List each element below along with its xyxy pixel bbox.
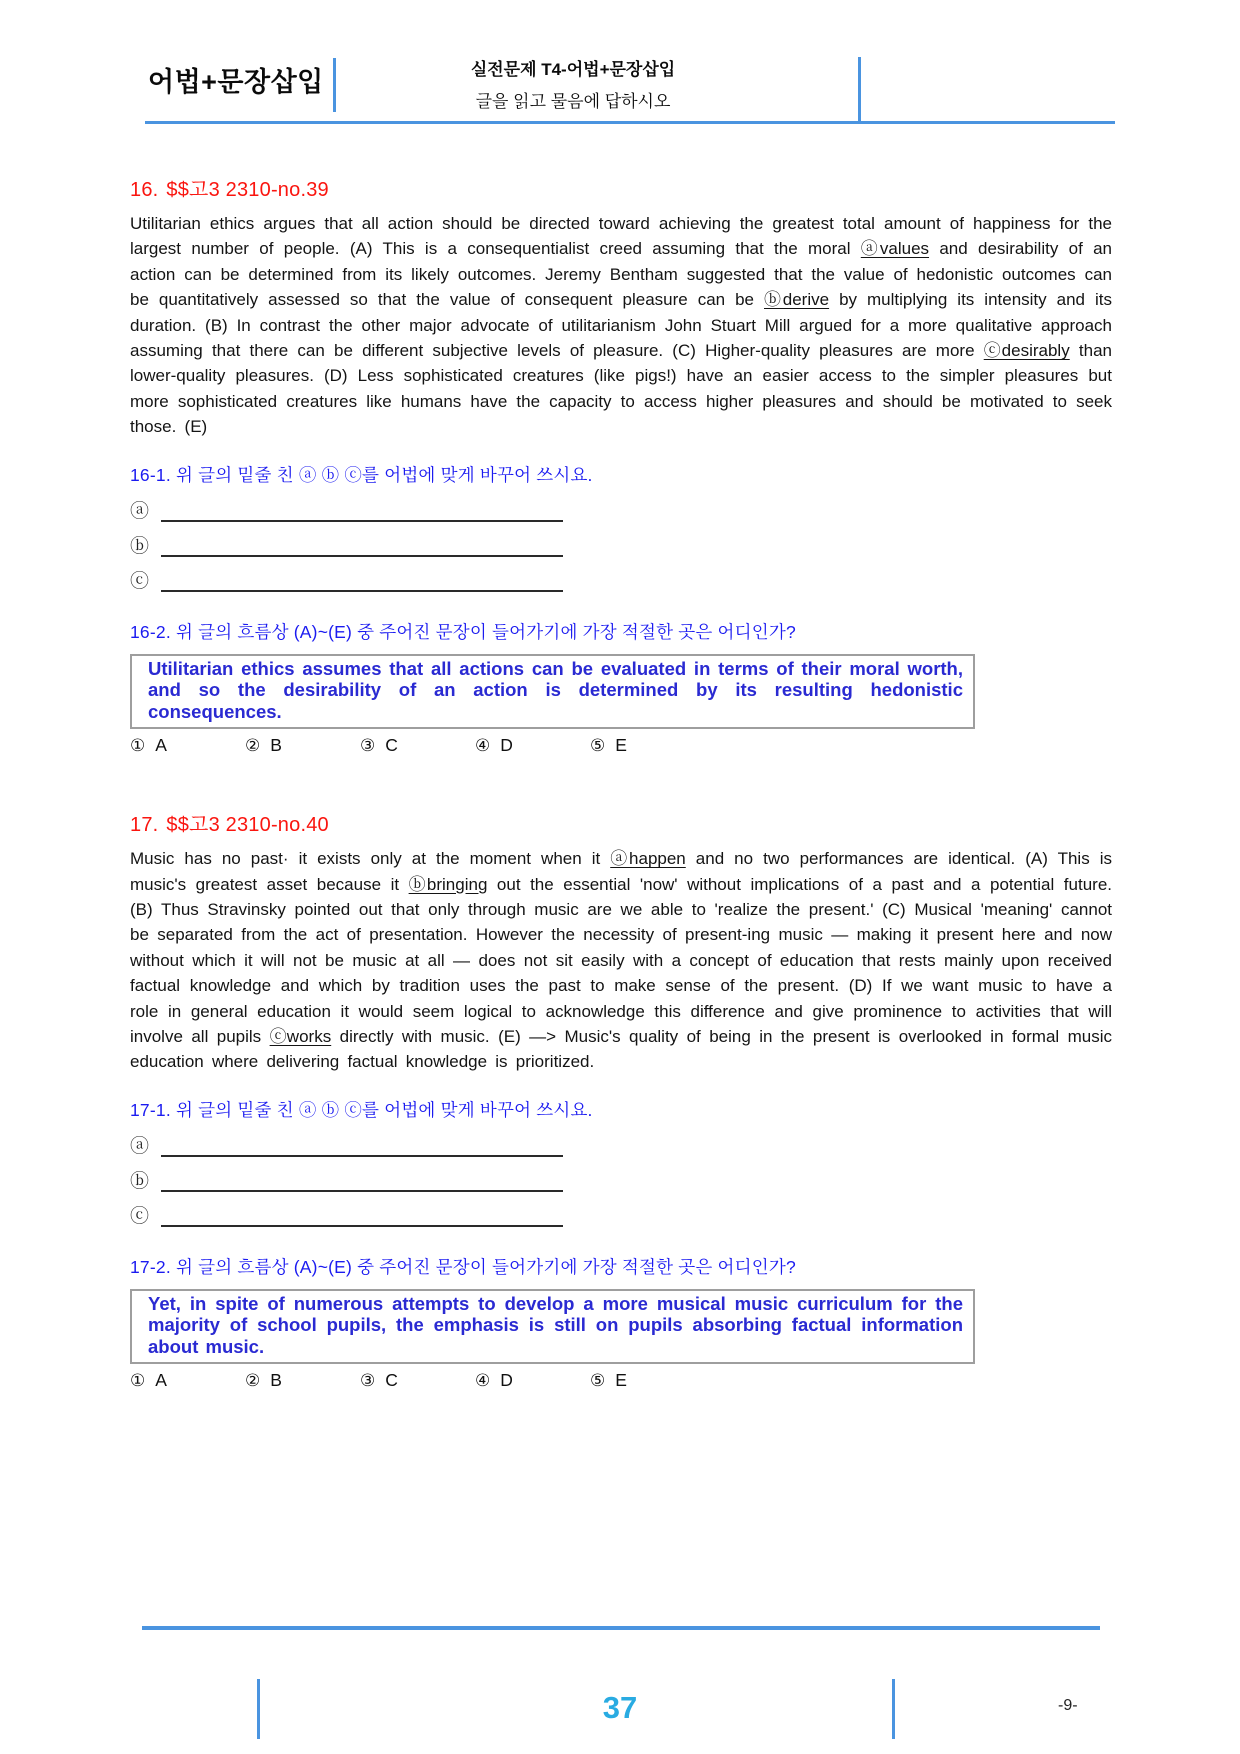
option-1-number: ① bbox=[130, 736, 146, 756]
page-title: 어법+문장삽입 bbox=[148, 67, 324, 97]
option-4-number: ④ bbox=[475, 736, 491, 756]
option-5-number: ⑤ bbox=[590, 1371, 606, 1391]
question-17-number: 17. bbox=[130, 814, 159, 837]
worksheet-body bbox=[130, 173, 1112, 1394]
question-16-passage bbox=[130, 211, 1112, 440]
question-16-2-sentence-box: Utilitarian ethics assumes that all actions can be evaluated in terms of their moral worth, and so the desirability of an action is determined by its resulting hedonistic consequences. bbox=[130, 654, 975, 730]
underlined-term: ⓐhappen bbox=[610, 849, 686, 869]
option-2[interactable] bbox=[245, 735, 360, 756]
header-rule bbox=[145, 121, 1115, 124]
header-subtitle-line1: 실전문제 T4-어법+문장삽입 bbox=[470, 60, 676, 79]
blank-marker-b: ⓑ bbox=[130, 1170, 150, 1192]
header-subtitle-line2: 글을 읽고 물음에 답하시오 bbox=[475, 92, 671, 111]
option-5-number: ⑤ bbox=[590, 736, 606, 756]
question-17-passage bbox=[130, 846, 1112, 1075]
passage-text: Music has no past· it exists only at the moment when it bbox=[130, 849, 611, 869]
option-2[interactable] bbox=[245, 1370, 360, 1391]
passage-text: out the essential 'now' without implications of a past and a potential future. (B) Thus Stravinsky pointed out that only through music are we able to 'realize the present.' (C) Musical 'meaning' cannot be separated from the act of presentation. However the necessity of present-ing music — making it present here and now without which it will not be music at all — does not sit easily with a concept of education that rests mainly upon received factual knowledge and which by tradition uses the past to make sense of the present. (D) If we want music to have a role in general education it would seem logical to acknowledge this difference and give prominence to activities that will involve all pupils bbox=[130, 874, 1112, 1046]
option-5-label: E bbox=[615, 1370, 627, 1391]
underlined-term: ⓑderive bbox=[764, 290, 830, 310]
option-2-label: B bbox=[270, 1370, 282, 1391]
passage-text: and no two performances are identical. (A) This is music's greatest asset because it bbox=[130, 849, 1113, 894]
answer-blank-row-b bbox=[130, 1166, 1112, 1192]
question-17-1-prompt: 17-1. 위 글의 밑줄 친 ⓐ ⓑ ⓒ를 어법에 맞게 바꾸어 쓰시요. bbox=[130, 1099, 593, 1120]
option-5[interactable] bbox=[590, 1370, 705, 1391]
option-2-number: ② bbox=[245, 736, 261, 756]
option-4[interactable] bbox=[475, 1370, 590, 1391]
option-1[interactable] bbox=[130, 1370, 245, 1391]
footer-divider-bar-right bbox=[892, 1679, 895, 1739]
option-1-number: ① bbox=[130, 1371, 146, 1391]
option-5[interactable] bbox=[590, 735, 705, 756]
answer-blank-line[interactable] bbox=[161, 1142, 563, 1157]
question-16-code: $$고3 2310-no.39 bbox=[166, 179, 329, 201]
option-4-number: ④ bbox=[475, 1371, 491, 1391]
underlined-term: ⓒdesirably bbox=[983, 341, 1070, 361]
header-divider-bar-right bbox=[858, 57, 861, 121]
question-16 bbox=[130, 173, 1112, 759]
question-17-2-sentence-box: Yet, in spite of numerous attempts to develop a more musical music curriculum for the majority of school pupils, the emphasis is still on pupils absorbing factual information about music. bbox=[130, 1289, 975, 1365]
option-1-label: A bbox=[155, 1370, 167, 1391]
question-16-2-prompt: 16-2. 위 글의 흐름상 (A)~(E) 중 주어진 문장이 들어가기에 가장 적절한 곳은 어디인가? bbox=[130, 621, 796, 642]
answer-blank-row-c bbox=[130, 566, 1112, 592]
passage-text: than lower-quality pleasures. (D) Less sophisticated creatures (like pigs!) have an easier access to the simpler pleasures but more sophisticated creatures like humans have the capacity to access higher pleasures and should be motivated to seek those. (E) bbox=[130, 341, 1112, 437]
blank-marker-c: ⓒ bbox=[130, 570, 150, 592]
passage-text: directly with music. (E) —> Music's quality of being in the present is overlooked in formal music education where delivering factual knowledge is prioritized. bbox=[130, 1027, 1112, 1072]
option-1[interactable] bbox=[130, 735, 245, 756]
passage-text: by multiplying its intensity and its duration. (B) In contrast the other major advocate of utilitarianism John Stuart Mill argued for a more qualitative approach assuming that there can be different subjective levels of pleasure. (C) Higher-quality pleasures are more bbox=[130, 290, 1112, 361]
answer-blank-line[interactable] bbox=[161, 507, 563, 522]
option-3-number: ③ bbox=[360, 736, 376, 756]
question-17-code: $$고3 2310-no.40 bbox=[166, 814, 329, 837]
blank-marker-a: ⓐ bbox=[130, 1135, 150, 1157]
answer-blank-row-a bbox=[130, 1131, 1112, 1157]
question-17-2-prompt: 17-2. 위 글의 흐름상 (A)~(E) 중 주어진 문장이 들어가기에 가장 적절한 곳은 어디인가? bbox=[130, 1256, 796, 1277]
option-5-label: E bbox=[615, 735, 627, 756]
page-number: 37 bbox=[602, 1690, 638, 1725]
question-16-2-options bbox=[130, 732, 1112, 759]
answer-blank-row-c bbox=[130, 1201, 1112, 1227]
passage-text: and desirability of an action can be determined from its likely outcomes. Jeremy Bentham suggested that the value of hedonistic outcomes can be quantitatively assessed so that the value of consequent pleasure can be bbox=[130, 239, 1113, 310]
option-4-label: D bbox=[500, 1370, 513, 1391]
question-17 bbox=[130, 808, 1112, 1394]
footer-divider-bar-left bbox=[257, 1679, 260, 1739]
answer-blank-row-a bbox=[130, 496, 1112, 522]
header-center-block bbox=[378, 55, 768, 112]
answer-blank-line[interactable] bbox=[161, 542, 563, 557]
option-3[interactable] bbox=[360, 735, 475, 756]
option-1-label: A bbox=[155, 735, 167, 756]
answer-blank-row-b bbox=[130, 531, 1112, 557]
header-divider-bar-left bbox=[333, 58, 336, 112]
question-16-1-prompt: 16-1. 위 글의 밑줄 친 ⓐ ⓑ ⓒ를 어법에 맞게 바꾸어 쓰시요. bbox=[130, 464, 593, 485]
underlined-term: ⓑbringing bbox=[408, 874, 488, 894]
passage-text: Utilitarian ethics argues that all action should be directed toward achieving the greatest total amount of happiness for the largest number of people. (A) This is a consequentialist creed assuming that the moral bbox=[130, 214, 1112, 259]
option-3[interactable] bbox=[360, 1370, 475, 1391]
blank-marker-c: ⓒ bbox=[130, 1205, 150, 1227]
option-2-label: B bbox=[270, 735, 282, 756]
question-17-title bbox=[130, 808, 1112, 837]
option-2-number: ② bbox=[245, 1371, 261, 1391]
underlined-term: ⓐvalues bbox=[860, 239, 930, 259]
question-16-title bbox=[130, 173, 1112, 202]
page-label: -9- bbox=[1058, 1697, 1078, 1714]
answer-blank-line[interactable] bbox=[161, 577, 563, 592]
option-4[interactable] bbox=[475, 735, 590, 756]
footer-rule bbox=[142, 1626, 1100, 1630]
underlined-term: ⓒworks bbox=[269, 1027, 332, 1046]
answer-blank-line[interactable] bbox=[161, 1212, 563, 1227]
option-4-label: D bbox=[500, 735, 513, 756]
blank-marker-b: ⓑ bbox=[130, 535, 150, 557]
option-3-number: ③ bbox=[360, 1371, 376, 1391]
blank-marker-a: ⓐ bbox=[130, 500, 150, 522]
question-17-2-options bbox=[130, 1367, 1112, 1394]
answer-blank-line[interactable] bbox=[161, 1177, 563, 1192]
question-16-number: 16. bbox=[130, 179, 159, 201]
option-3-label: C bbox=[385, 1370, 398, 1391]
option-3-label: C bbox=[385, 735, 398, 756]
